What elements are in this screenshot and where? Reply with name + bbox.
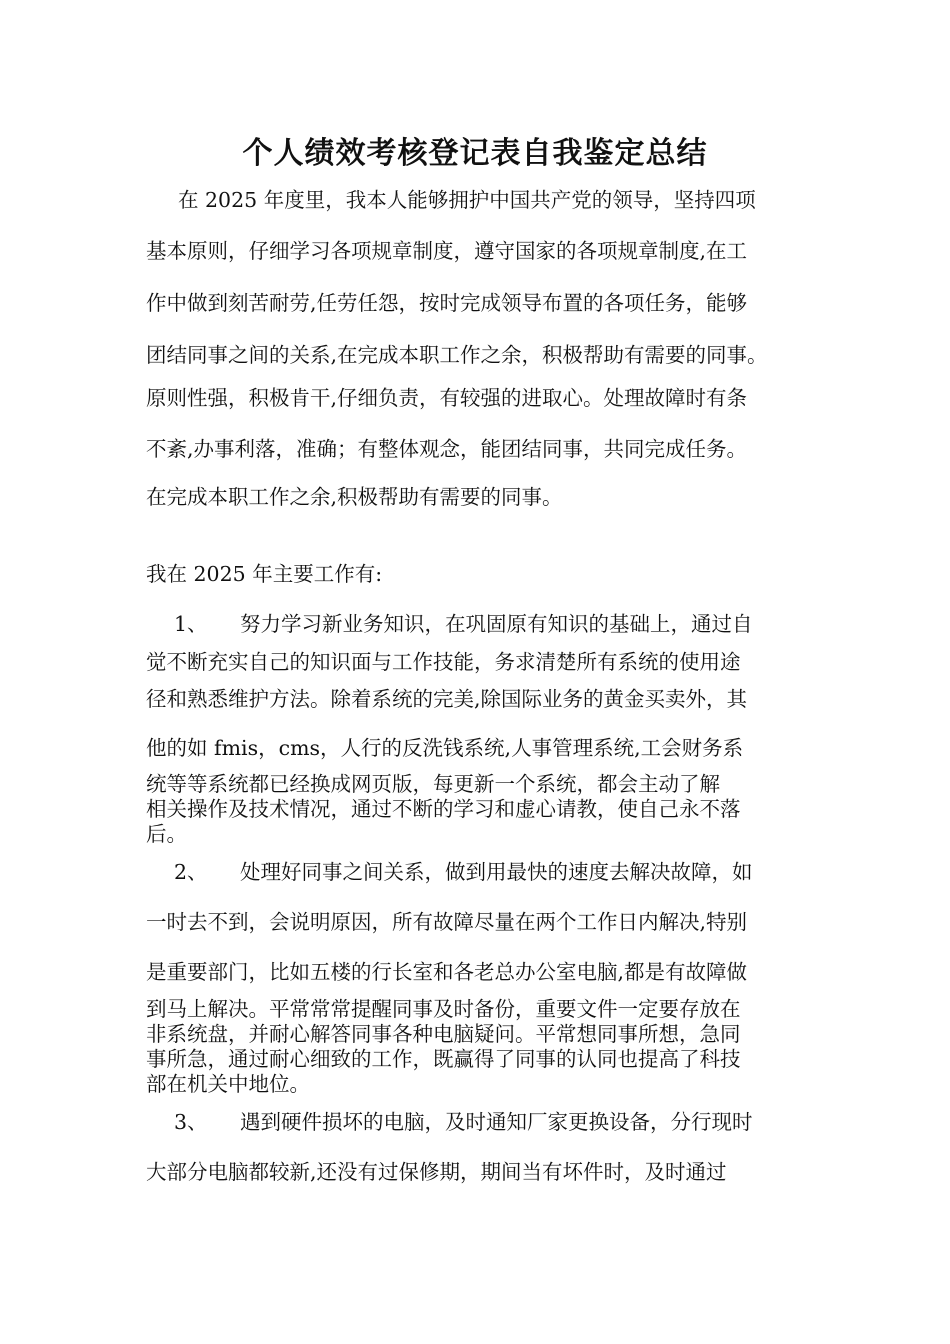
list-item-2-line-6: 事所急，通过耐心细致的工作，既赢得了同事的认同也提高了科技 — [146, 1047, 741, 1071]
list-item-1-line-2: 觉不断充实自己的知识面与工作技能，务求清楚所有系统的使用途 — [146, 650, 741, 674]
list-item-3-first-line — [146, 1108, 816, 1136]
list-item-1-line-3: 径和熟悉维护方法。除着系统的完美,除国际业务的黄金买卖外，其 — [146, 687, 748, 711]
list-item-1-line-4: 他的如 fmis，cms，人行的反洗钱系统,人事管理系统,工会财务系 — [146, 736, 744, 760]
intro-line-4: 团结同事之间的关系,在完成本职工作之余，积极帮助有需要的同事。 — [146, 343, 768, 367]
intro-line-5: 原则性强，积极肯干,仔细负责，有较强的进取心。处理故障时有条 — [146, 386, 748, 410]
list-item-1-line-7: 后。 — [146, 822, 187, 846]
list-item-1-first-line — [146, 610, 816, 638]
list-item-2-line-4: 到马上解决。平常常常提醒同事及时备份，重要文件一定要存放在 — [146, 997, 741, 1021]
document-title: 个人绩效考核登记表自我鉴定总结 — [242, 136, 708, 171]
list-item-3-number: 3、 — [174, 1110, 208, 1134]
list-item-2-line-5: 非系统盘，并耐心解答同事各种电脑疑问。平常想同事所想，急同 — [146, 1022, 741, 1046]
list-item-1-text: 努力学习新业务知识，在巩固原有知识的基础上，通过自 — [240, 612, 753, 636]
list-item-1-number: 1、 — [174, 612, 208, 636]
intro-line-1: 在 2025 年度里，我本人能够拥护中国共产党的领导，坚持四项 — [178, 188, 756, 212]
intro-line-3: 作中做到刻苦耐劳,任劳任怨，按时完成领导布置的各项任务，能够 — [146, 291, 748, 315]
list-item-3-line-2: 大部分电脑都较新,还没有过保修期，期间当有坏件时，及时通过 — [146, 1160, 727, 1184]
list-item-2-line-3: 是重要部门，比如五楼的行长室和各老总办公室电脑,都是有故障做 — [146, 960, 748, 984]
list-item-2-text: 处理好同事之间关系，做到用最快的速度去解决故障，如 — [240, 860, 753, 884]
intro-line-6: 不紊,办事利落，准确；有整体观念，能团结同事，共同完成任务。 — [146, 437, 748, 461]
list-item-2-line-7: 部在机关中地位。 — [146, 1072, 310, 1096]
list-item-2-first-line — [146, 858, 816, 886]
section-heading: 我在 2025 年主要工作有: — [146, 562, 383, 586]
list-item-2-number: 2、 — [174, 860, 208, 884]
list-item-2-line-2: 一时去不到，会说明原因，所有故障尽量在两个工作日内解决,特别 — [146, 910, 748, 934]
list-item-1-line-5: 统等等系统都已经换成网页版，每更新一个系统，都会主动了解 — [146, 772, 720, 796]
intro-line-7: 在完成本职工作之余,积极帮助有需要的同事。 — [146, 485, 563, 509]
list-item-1-line-6: 相关操作及技术情况，通过不断的学习和虚心请教，使自己永不落 — [146, 797, 741, 821]
intro-line-2: 基本原则，仔细学习各项规章制度，遵守国家的各项规章制度,在工 — [146, 239, 748, 263]
list-item-3-text: 遇到硬件损坏的电脑，及时通知厂家更换设备，分行现时 — [240, 1110, 753, 1134]
